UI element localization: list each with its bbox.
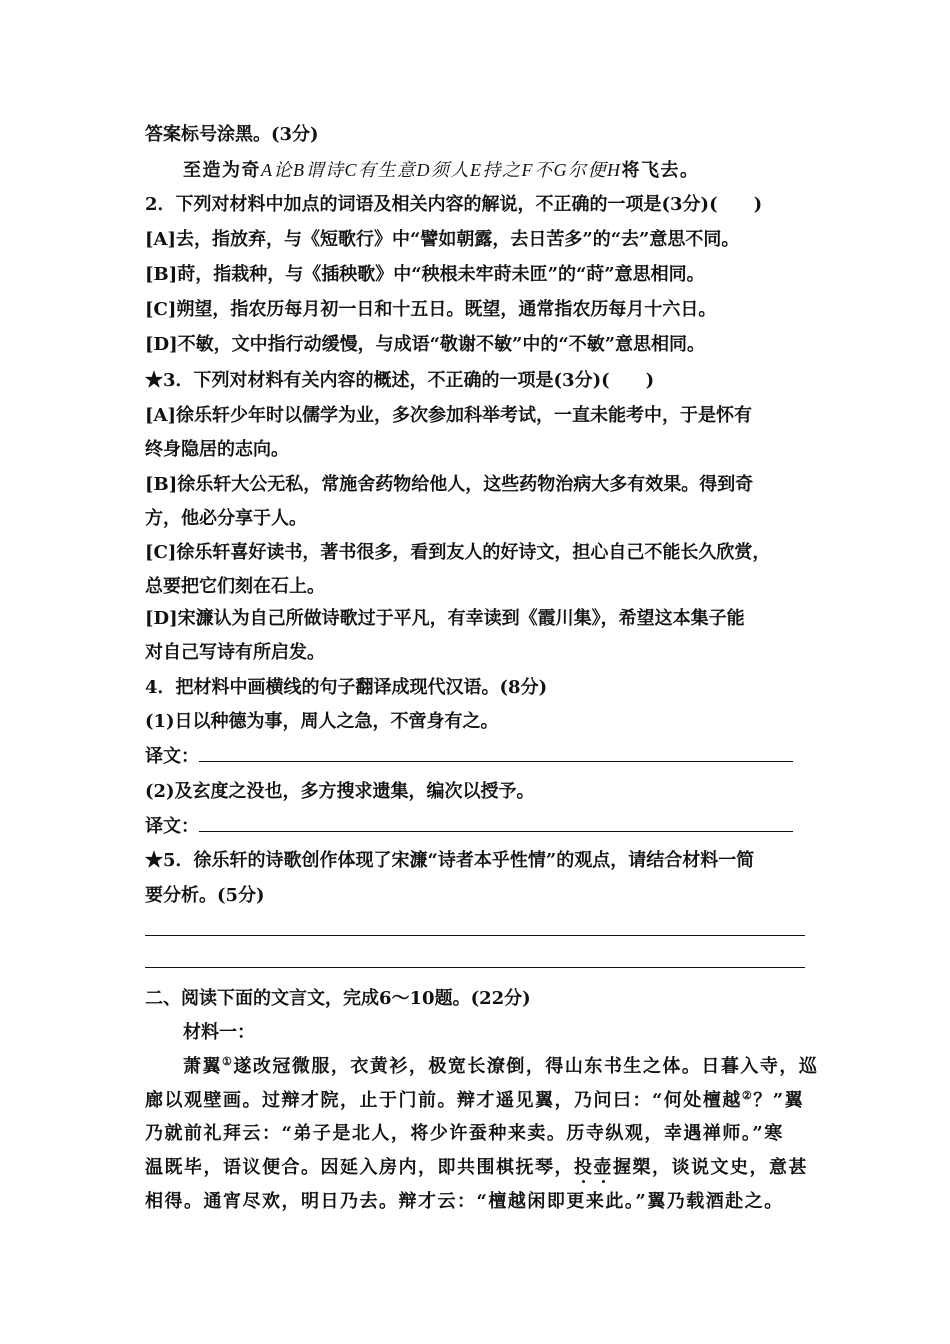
footnote-2-marker: ② [741, 1089, 754, 1102]
passage-line-1: 萧翼①遂改冠微服，衣黄衫，极宽长潦倒，得山东书生之体。日暮入寺，巡 [183, 1055, 819, 1077]
translation-1 [145, 744, 815, 770]
translation-2-answer-line[interactable] [199, 817, 793, 832]
passage-line-4: 温既毕，语议便合。因延入房内，即共围棋抚琴，投壶握槊，谈说文史，意甚 [145, 1157, 808, 1178]
question-3-option-d-cont: 对自己写诗有所启发。 [145, 642, 325, 663]
answer-line-1[interactable] [145, 935, 805, 936]
question-4-stem: 4．把材料中画横线的句子翻译成现代汉语。(8分) [145, 677, 548, 698]
question-2-option-b: [B]莳，指栽种，与《插秧歌》中“秧根未牢莳未匝”的“莳”意思相同。 [145, 264, 705, 285]
question-4-sentence-1: (1)日以种德为事，周人之急，不啻身有之。 [145, 711, 499, 732]
question-1-tail: 答案标号涂黑。(3分) [145, 124, 319, 145]
question-1-sentence: 至造为奇A论B谓诗C有生意D须人E持之F不G尔便H将飞去。 [183, 160, 700, 181]
material-1-label: 材料一： [183, 1022, 255, 1043]
question-2-option-c: [C]朔望，指农历每月初一日和十五日。既望，通常指农历每月十六日。 [145, 299, 717, 320]
dotted-char-hu: 壶 [593, 1157, 613, 1178]
question-2-option-d: [D]不敏，文中指行动缓慢，与成语“敬谢不敏”中的“不敏”意思相同。 [145, 334, 706, 355]
question-3-option-b: [B]徐乐轩大公无私，常施舍药物给他人，这些药物治病大多有效果。得到奇 [145, 474, 754, 495]
passage-line-2: 廊以观壁画。过辩才院，止于门前。辩才遥见翼，乃问曰：“何处檀越②？”翼 [145, 1089, 805, 1111]
answer-line-2[interactable] [145, 967, 805, 968]
translation-2 [145, 814, 815, 840]
passage-line-3: 乃就前礼拜云：“弟子是北人，将少许蚕种来卖。历寺纵观，幸遇禅师。”寒 [145, 1123, 784, 1144]
question-5-stem-cont: 要分析。(5分) [145, 885, 265, 906]
footnote-1-marker: ① [222, 1055, 234, 1068]
translation-2-label: 译文： [145, 816, 199, 837]
question-3-option-b-cont: 方，他必分享于人。 [145, 508, 307, 529]
question-3-stem: ★3．下列对材料有关内容的概述，不正确的一项是(3分)( ) [145, 370, 655, 391]
question-2-stem: 2．下列对材料中加点的词语及相关内容的解说，不正确的一项是(3分)( ) [145, 194, 763, 215]
question-3-option-a: [A]徐乐轩少年时以儒学为业，多次参加科举考试，一直未能考中，于是怀有 [145, 405, 752, 426]
dotted-char-tou: 投 [574, 1157, 594, 1178]
question-5-stem: ★5．徐乐轩的诗歌创作体现了宋濂“诗者本乎性情”的观点，请结合材料一简 [145, 850, 755, 871]
question-3-option-a-cont: 终身隐居的志向。 [145, 439, 289, 460]
question-4-sentence-2: (2)及玄度之没也，多方搜求遗集，编次以授予。 [145, 781, 535, 802]
translation-1-answer-line[interactable] [199, 747, 793, 762]
question-2-option-a: [A]去，指放弃，与《短歌行》中“譬如朝露，去日苦多”的“去”意思不同。 [145, 229, 740, 250]
question-3-option-c: [C]徐乐轩喜好读书，著书很多，看到友人的好诗文，担心自己不能长久欣赏， [145, 542, 771, 563]
translation-1-label: 译文： [145, 746, 199, 767]
passage-line-5: 相得。通宵尽欢，明日乃去。辩才云：“檀越闲即更来此。”翼乃载酒赴之。 [145, 1191, 784, 1212]
section-2-heading: 二、阅读下面的文言文，完成6～10题。(22分) [145, 988, 531, 1009]
question-3-option-c-cont: 总要把它们刻在石上。 [145, 576, 325, 597]
question-3-option-d: [D]宋濂认为自己所做诗歌过于平凡，有幸读到《霞川集》，希望这本集子能 [145, 608, 745, 629]
